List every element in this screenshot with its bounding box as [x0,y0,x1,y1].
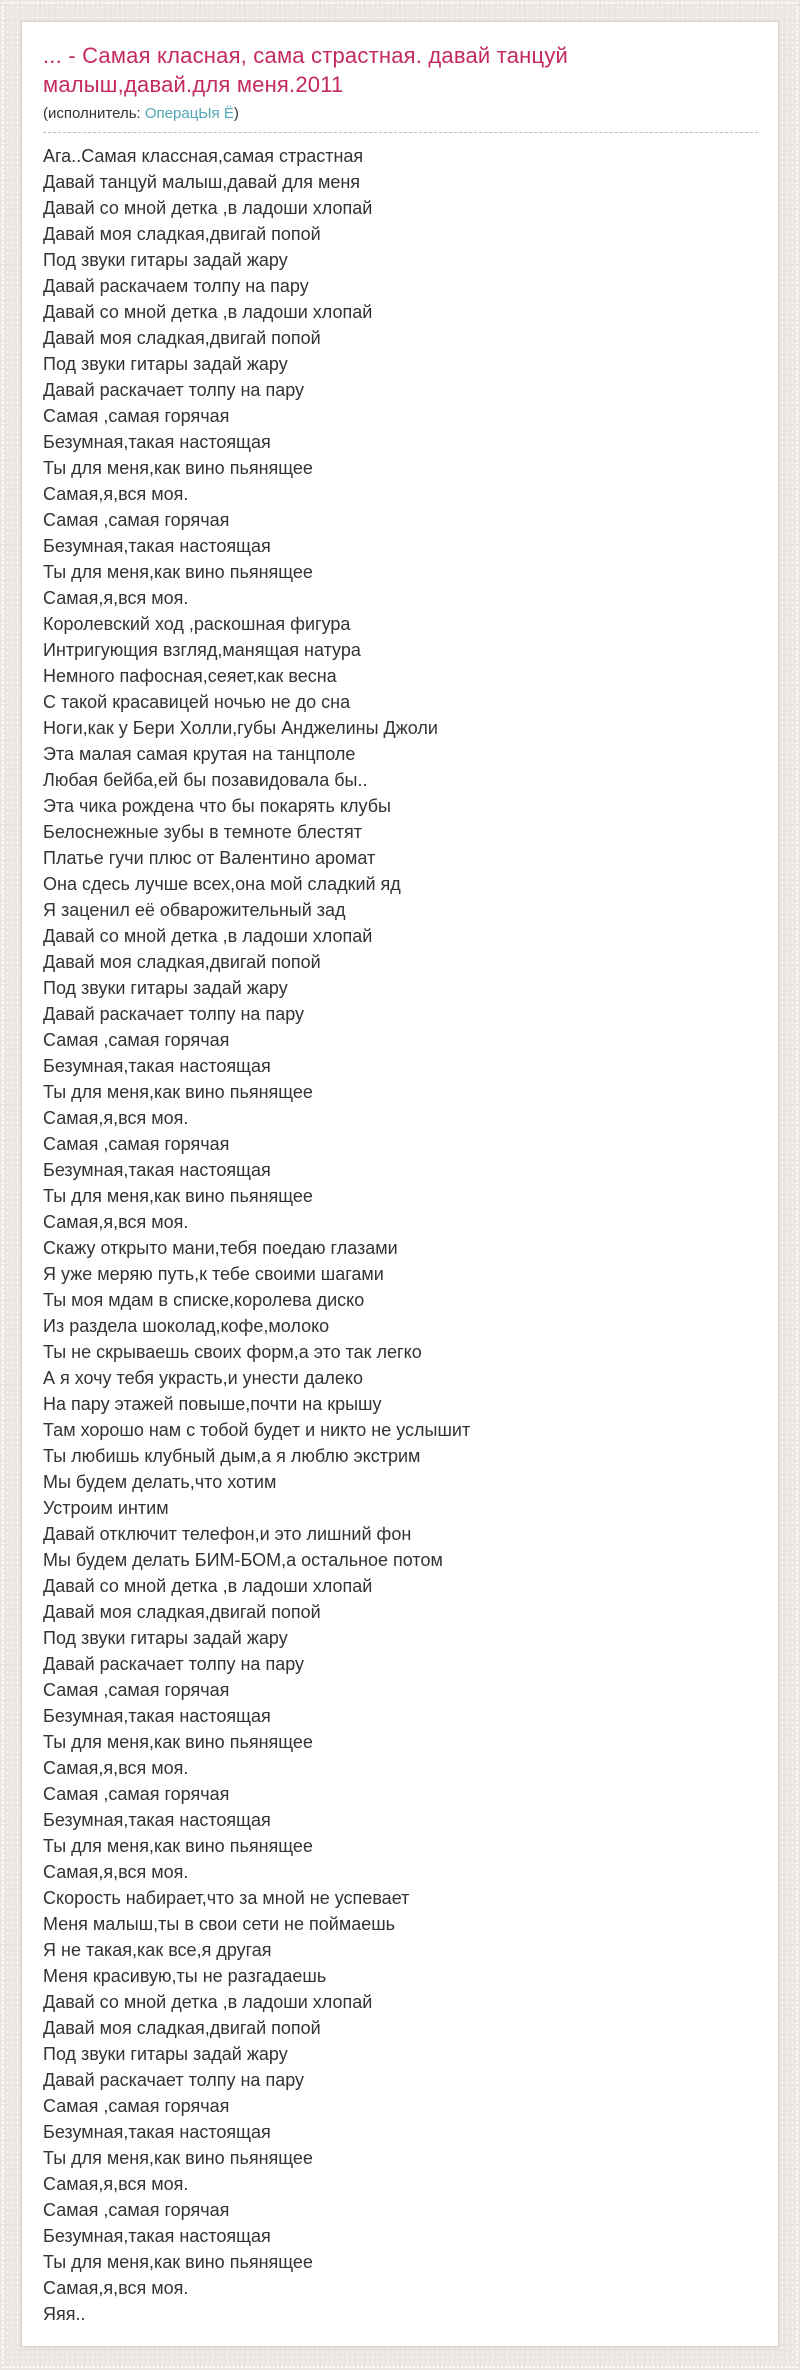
artist-label: (исполнитель: [43,105,145,122]
lyric-line: Ты не скрываешь своих форм,а это так легко [43,1342,422,1362]
lyric-line: Ты для меня,как вино пьянящее [43,2148,313,2168]
lyric-line: Давай со мной детка ,в ладоши хлопай [43,1992,373,2012]
lyric-line: Ты любишь клубный дым,а я люблю экстрим [43,1446,421,1466]
lyric-line: Ноги,как у Бери Холли,губы Анджелины Джоли [43,718,438,738]
lyric-line: Давай моя сладкая,двигай попой [43,952,321,972]
lyric-line: Самая,я,вся моя. [43,1758,189,1778]
lyric-line: Я уже меряю путь,к тебе своими шагами [43,1264,384,1284]
lyric-line: Самая,я,вся моя. [43,1862,189,1882]
lyric-line: Ты для меня,как вино пьянящее [43,1082,313,1102]
lyric-line: Самая,я,вся моя. [43,588,189,608]
lyric-line: Давай со мной детка ,в ладоши хлопай [43,302,373,322]
lyric-line: Устроим интим [43,1498,169,1518]
lyric-line: Я не такая,как все,я другая [43,1940,272,1960]
lyric-line: Давай раскачает толпу на пару [43,380,305,400]
lyric-line: Давай моя сладкая,двигай попой [43,2018,321,2038]
lyric-line: Эта чика рождена что бы покарять клубы [43,796,391,816]
lyric-line: Самая ,самая горячая [43,1134,230,1154]
lyric-line: Платье гучи плюс от Валентино аромат [43,848,376,868]
lyric-line: Безумная,такая настоящая [43,1706,271,1726]
lyric-line: Ты для меня,как вино пьянящее [43,1836,313,1856]
lyric-line: Мы будем делать БИМ-БОМ,а остальное потом [43,1550,443,1570]
lyrics-card [21,21,779,2347]
lyric-line: Самая,я,вся моя. [43,1108,189,1128]
lyric-line: Под звуки гитары задай жару [43,354,288,374]
lyric-line: Самая ,самая горячая [43,1680,230,1700]
lyric-line: Она сдесь лучше всех,она мой сладкий яд [43,874,401,894]
lyric-line: Белоснежные зубы в темноте блестят [43,822,362,842]
lyric-line: Ты для меня,как вино пьянящее [43,1732,313,1752]
lyric-line: Самая ,самая горячая [43,510,230,530]
lyric-line: Давай отключит телефон,и это лишний фон [43,1524,412,1544]
lyric-line: Давай моя сладкая,двигай попой [43,328,321,348]
artist-close-paren: ) [233,105,239,122]
lyric-line: Ты для меня,как вино пьянящее [43,1186,313,1206]
lyric-line: Безумная,такая настоящая [43,1160,271,1180]
lyric-line: Давай моя сладкая,двигай попой [43,1602,321,1622]
lyric-line: Под звуки гитары задай жару [43,250,288,270]
lyric-line: Самая ,самая горячая [43,406,230,426]
lyric-line: Немного пафосная,сеяет,как весна [43,666,337,686]
lyric-line: Давай со мной детка ,в ладоши хлопай [43,1576,373,1596]
lyric-line: Самая,я,вся моя. [43,484,189,504]
lyric-line: Ты для меня,как вино пьянящее [43,2252,313,2272]
lyric-line: Давай танцуй малыш,давай для меня [43,172,361,192]
lyric-line: Давай раскачает толпу на пару [43,2070,305,2090]
lyric-line: Ты для меня,как вино пьянящее [43,458,313,478]
lyric-line: Самая ,самая горячая [43,2200,230,2220]
lyric-line: Там хорошо нам с тобой будет и никто не услышит [43,1420,471,1440]
lyric-line: Самая,я,вся моя. [43,1212,189,1232]
lyric-line: С такой красавицей ночью не до сна [43,692,351,712]
lyric-line: Давай раскачает толпу на пару [43,1004,305,1024]
lyric-line: Под звуки гитары задай жару [43,978,288,998]
lyric-line: Самая,я,вся моя. [43,2174,189,2194]
lyric-line: Королевский ход ,раскошная фигура [43,614,351,634]
lyric-line: Любая бейба,ей бы позавидовала бы.. [43,770,368,790]
lyric-line: Я заценил её обварожительный зад [43,900,346,920]
lyric-line: Давай раскачаем толпу на пару [43,276,309,296]
lyric-line: Самая ,самая горячая [43,1784,230,1804]
lyric-line: Давай со мной детка ,в ладоши хлопай [43,198,373,218]
lyric-line: Давай раскачает толпу на пару [43,1654,305,1674]
lyric-line: Безумная,такая настоящая [43,1056,271,1076]
lyric-line: Самая ,самая горячая [43,2096,230,2116]
lyric-line: Безумная,такая настоящая [43,2122,271,2142]
lyric-line: Яяя.. [43,2304,86,2324]
lyric-line: Ага..Самая классная,самая страстная [43,146,364,166]
lyric-line: Эта малая самая крутая на танцполе [43,744,356,764]
lyric-line: Ты для меня,как вино пьянящее [43,562,313,582]
lyric-line: Скорость набирает,что за мной не успевает [43,1888,410,1908]
lyric-line: Ты моя мдам в списке,королева диско [43,1290,365,1310]
lyric-line: Безумная,такая настоящая [43,432,271,452]
lyric-line: На пару этажей повыше,почти на крышу [43,1394,382,1414]
lyric-line: Безумная,такая настоящая [43,1810,271,1830]
song-title: ... - Самая класная, сама страстная. давай танцуй малыш,давай.для меня.2011 [43,43,569,97]
lyric-line: Самая,я,вся моя. [43,2278,189,2298]
lyrics-text [43,133,758,2327]
artist-line [43,99,758,133]
lyric-line: Безумная,такая настоящая [43,536,271,556]
lyric-line: Из раздела шоколад,кофе,молоко [43,1316,330,1336]
lyric-line: Мы будем делать,что хотим [43,1472,277,1492]
lyric-line: Скажу открыто мани,тебя поедаю глазами [43,1238,398,1258]
lyric-line: Давай моя сладкая,двигай попой [43,224,321,244]
lyric-line: Безумная,такая настоящая [43,2226,271,2246]
lyric-line: Меня красивую,ты не разгадаешь [43,1966,327,1986]
lyric-line: Самая ,самая горячая [43,1030,230,1050]
lyric-line: Под звуки гитары задай жару [43,2044,288,2064]
lyric-line: Давай со мной детка ,в ладоши хлопай [43,926,373,946]
lyric-line: А я хочу тебя украсть,и унести далеко [43,1368,364,1388]
lyric-line: Под звуки гитары задай жару [43,1628,288,1648]
lyric-line: Меня малыш,ты в свои сети не поймаешь [43,1914,396,1934]
artist-link[interactable]: ОперацЫя Ё [144,105,234,122]
lyric-line: Интригующия взгляд,манящая натура [43,640,361,660]
